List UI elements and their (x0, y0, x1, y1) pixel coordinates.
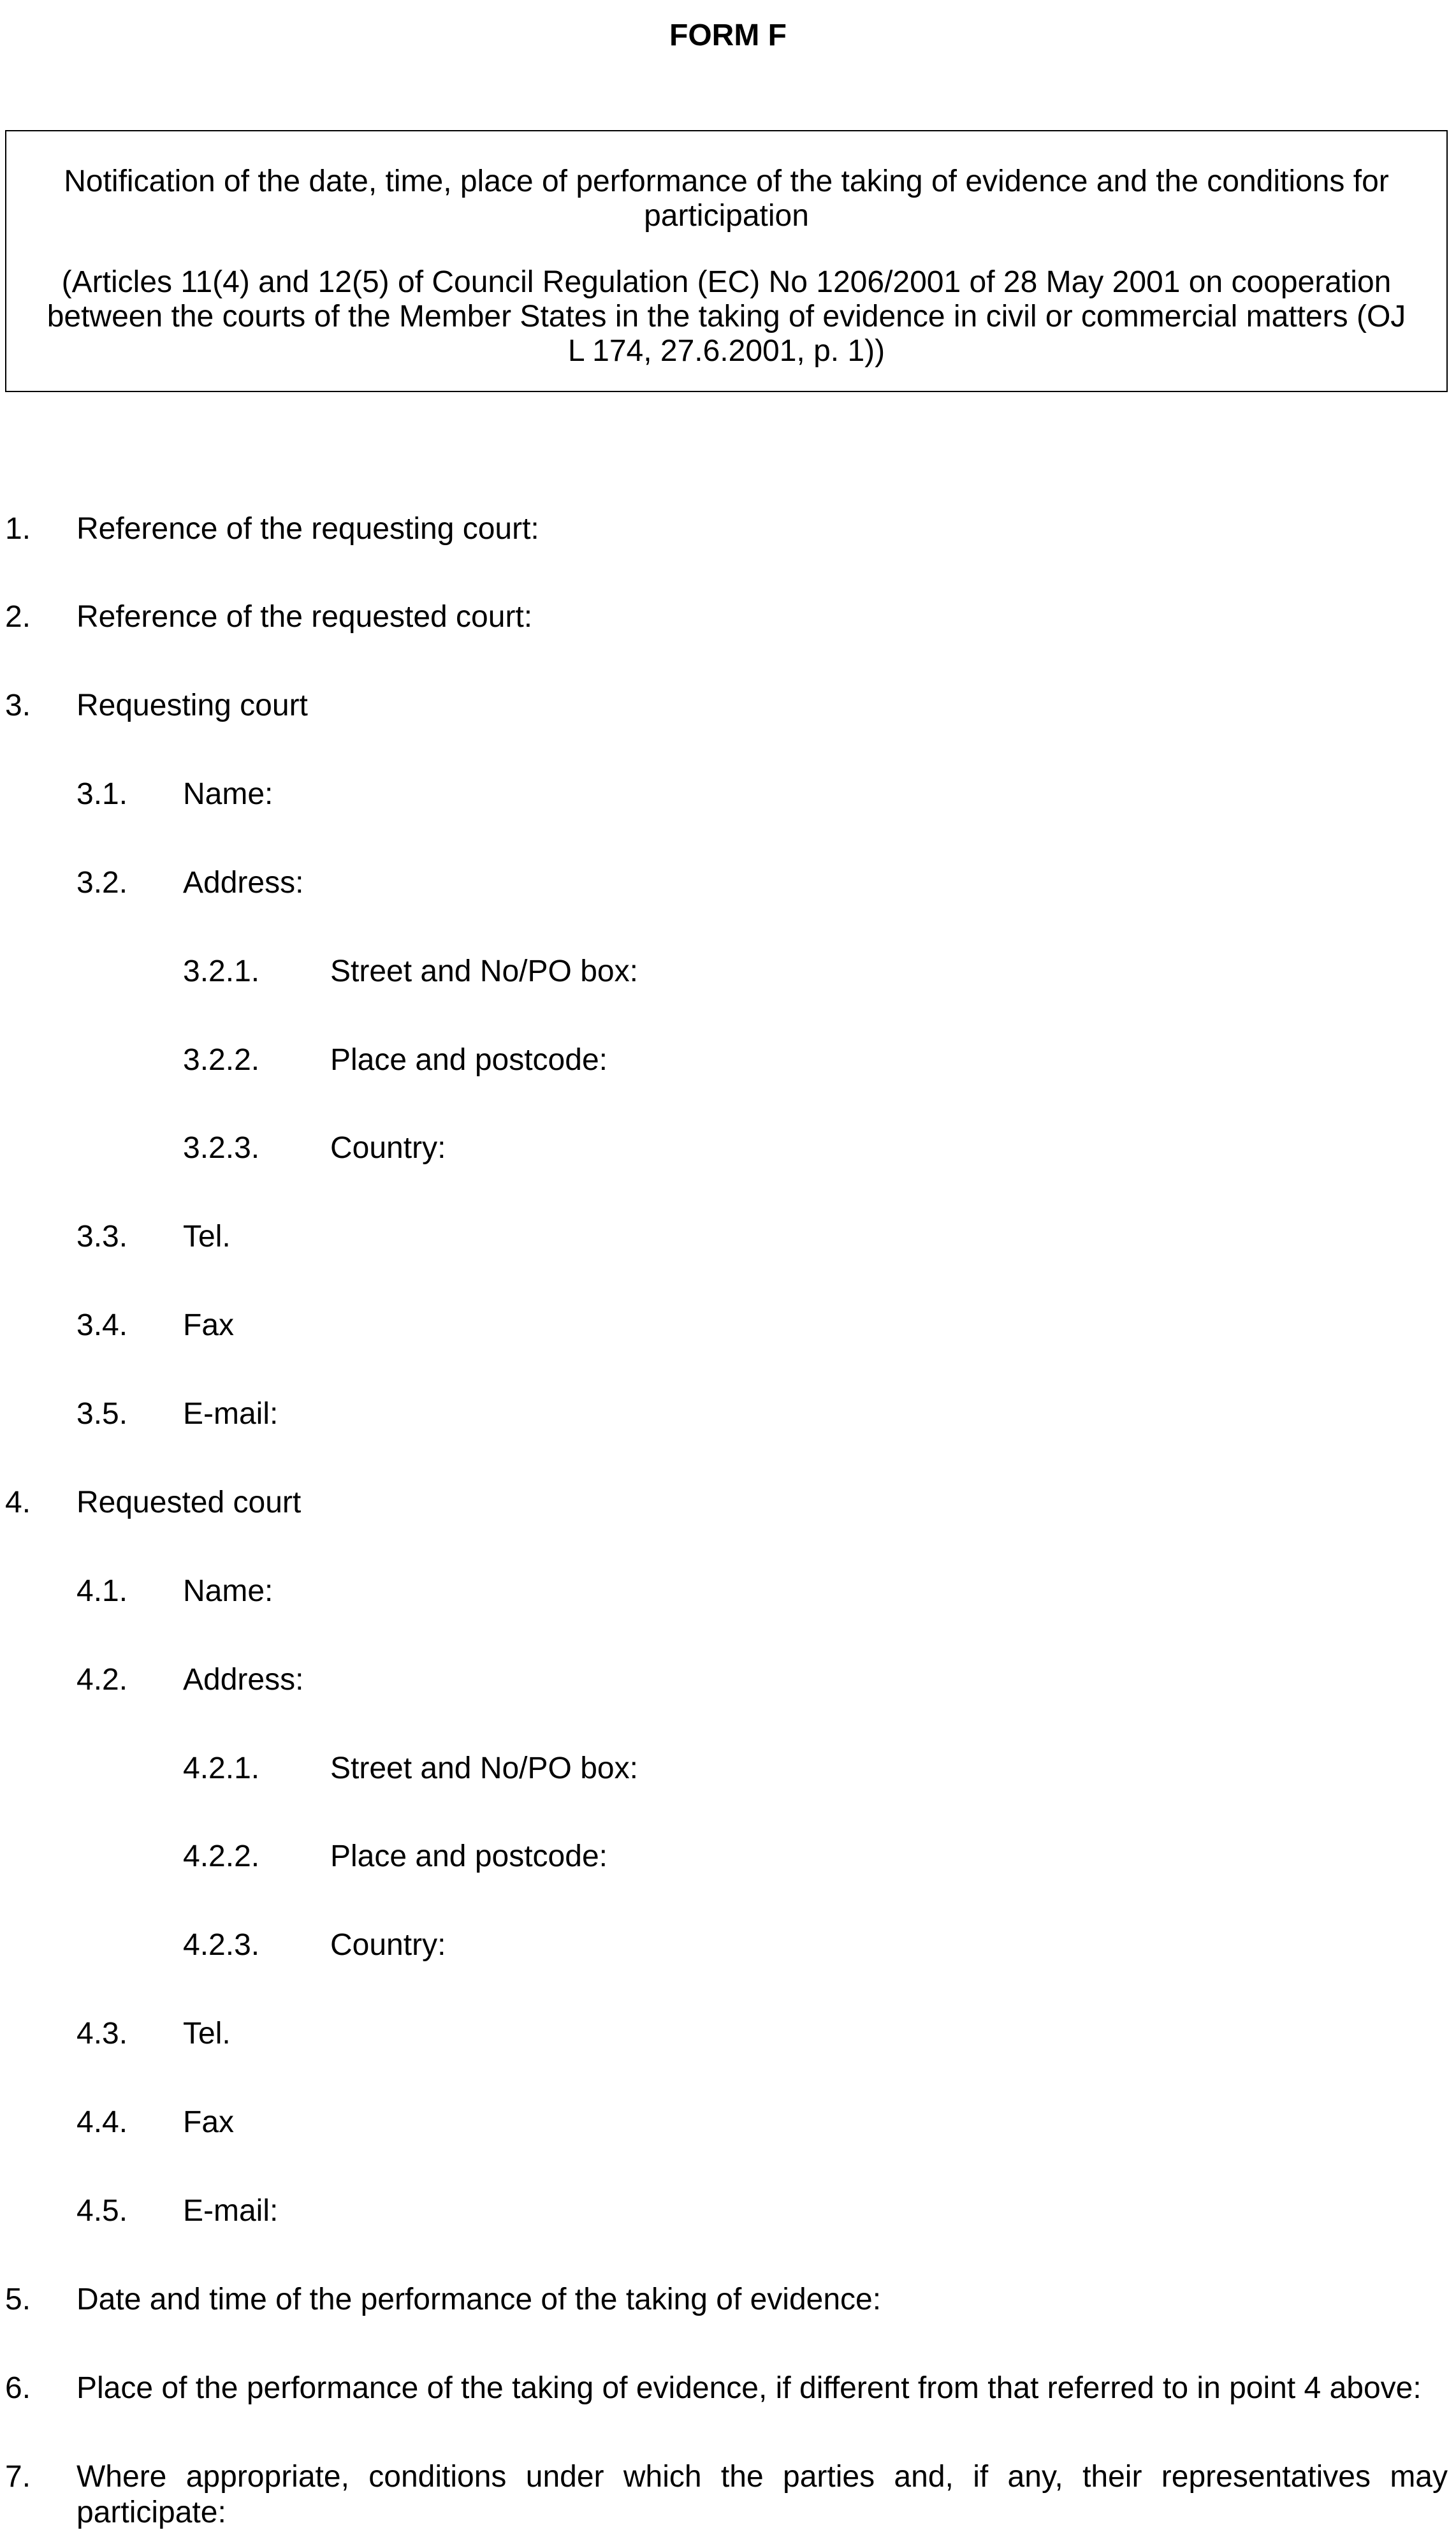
item-label: Country: (330, 1928, 446, 1962)
item-label: Name: (183, 777, 273, 811)
form-legal-reference: (Articles 11(4) and 12(5) of Council Regulation (EC) No 1206/2001 of 28 May 2001 on cooperation between the courts of the Member States in the taking of evidence in civil or commercial matters (OJ L 174, 27.6.2001, p. 1)) (47, 265, 1406, 368)
item-label: Name: (183, 1574, 273, 1608)
item-label: Requested court (76, 1486, 302, 1519)
item-number: 1. (5, 512, 31, 546)
item-label: Reference of the requesting court: (76, 512, 539, 546)
item-number: 4.2.1. (183, 1751, 260, 1785)
item-label: Fax (183, 1308, 235, 1342)
item-number: 3. (5, 689, 31, 722)
item-number: 3.1. (76, 777, 128, 811)
item-number: 4.5. (76, 2194, 128, 2228)
item-label: Place and postcode: (330, 1839, 608, 1873)
item-number: 4.2. (76, 1663, 128, 1697)
item-number: 3.2. (76, 866, 128, 900)
item-label: E-mail: (183, 2194, 279, 2228)
item-label: Requesting court (76, 689, 308, 722)
item-label: Date and time of the performance of the taking of evidence: (76, 2283, 882, 2316)
form-header-box (5, 130, 1448, 392)
item-label: Address: (183, 1663, 304, 1697)
item-number: 3.2.1. (183, 954, 260, 988)
form-title: FORM F (669, 18, 787, 52)
item-number: 4. (5, 1486, 31, 1519)
form-subject: Notification of the date, time, place of performance of the taking of evidence and the conditions for participation (64, 165, 1389, 233)
item-label: Where appropriate, conditions under which the parties and, if any, their representatives may participate: (76, 2460, 1448, 2529)
item-label: Street and No/PO box: (330, 1751, 638, 1785)
item-number: 3.5. (76, 1397, 128, 1431)
item-label: Place and postcode: (330, 1043, 608, 1077)
item-number: 3.4. (76, 1308, 128, 1342)
item-number: 4.4. (76, 2105, 128, 2139)
item-label: Tel. (183, 1220, 231, 1254)
item-number: 3.2.2. (183, 1043, 260, 1077)
item-label: E-mail: (183, 1397, 279, 1431)
item-number: 4.2.3. (183, 1928, 260, 1962)
item-number: 3.2.3. (183, 1131, 260, 1165)
item-number: 4.3. (76, 2017, 128, 2051)
item-number: 2. (5, 600, 31, 634)
item-label: Tel. (183, 2017, 231, 2051)
item-number: 5. (5, 2283, 31, 2316)
item-label: Country: (330, 1131, 446, 1165)
item-number: 3.3. (76, 1220, 128, 1254)
item-number: 7. (5, 2460, 31, 2494)
item-label: Street and No/PO box: (330, 954, 638, 988)
item-number: 4.2.2. (183, 1839, 260, 1873)
item-label: Address: (183, 866, 304, 900)
item-label: Reference of the requested court: (76, 600, 533, 634)
item-number: 6. (5, 2371, 31, 2405)
item-label: Fax (183, 2105, 235, 2139)
item-number: 4.1. (76, 1574, 128, 1608)
item-label: Place of the performance of the taking of evidence, if different from that referred to in point 4 above: (76, 2371, 1422, 2405)
